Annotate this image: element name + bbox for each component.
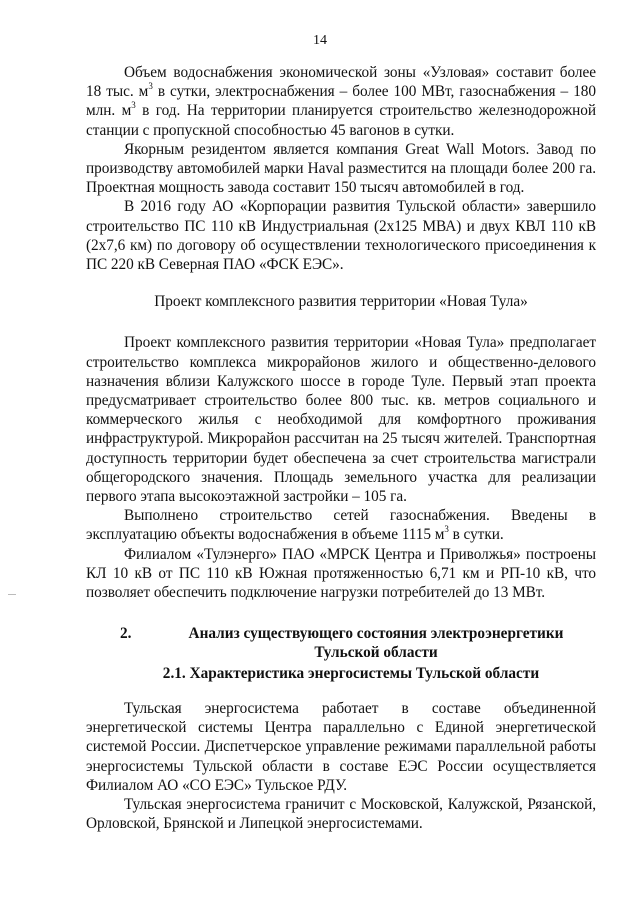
text-run: Выполнено строительство сетей газоснабжения. Введены в эксплуатацию объекты водоснабжения в объеме 1115 м — [86, 507, 596, 544]
text-run: в год. На территории планируется строительство железнодорожной станции с пропускной способностью 45 вагонов в сутки. — [86, 102, 597, 139]
section-number: 2. — [120, 625, 132, 643]
subtitle-novaya-tula: Проект комплексного развития территории «Новая Тула» — [154, 293, 528, 311]
paragraph-anchor-resident: Якорным резидентом является компания Great Wall Motors. Завод по производству автомобилей марки Haval разместится на площади более 200 га. Проектная мощность завода составит 150 тысяч автомобилей в год. — [86, 140, 596, 197]
section-heading — [86, 624, 596, 662]
scan-margin-mark — [8, 594, 16, 595]
text-run: в сутки, электроснабжения – более 100 МВт, газоснабжения – 180 млн. м — [86, 83, 596, 120]
paragraph-substation-construction: В 2016 году АО «Корпорации развития Тульской области» завершило строительство ПС 110 кВ Индустриальная (2х125 МВА) и двух КВЛ 110 кВ (2х7,6 км) по договору об осуществлении технологического присоединения к ПС 220 кВ Северная ПАО «ФСК ЕЭС». — [86, 198, 596, 274]
paragraph-novaya-tula-project: Проект комплексного развития территории «Новая Тула» предполагает строительство комплекса микрорайонов жилого и общественно-делового назначения вблизи Калужского шоссе в городе Туле. Первый этап проекта предусматривает строительство более 800 тыс. кв. метров социального и коммерческого жилья с необходимой для комфортного проживания инфраструктурой. Микрорайон рассчитан на 25 тысяч жителей. Транспортная доступность территории будет обеспечена за счет строительства магистрали общегородского значения. Площадь земельного участка для реализации первого этапа высокоэтажной застройки – 105 га. — [86, 334, 596, 506]
section-title: Анализ существующего состояния электроэнергетики Тульской области — [188, 625, 564, 662]
paragraph-uzlovaya-volumes — [86, 63, 596, 140]
paragraph-tulenergo: Филиалом «Тулэнерго» ПАО «МРСК Центра и Приволжья» построены КЛ 10 кВ от ПС 110 кВ Южная протяженностью 6,71 км и РП-10 кВ, что позволяет обеспечить подключение нагрузки потребителей до 13 МВт. — [86, 545, 596, 602]
paragraph-gas-water — [86, 506, 596, 544]
page-number: 14 — [313, 33, 327, 48]
superscript: 3 — [131, 100, 136, 111]
superscript: 3 — [148, 81, 153, 92]
subsection-heading: 2.1. Характеристика энергосистемы Тульской области — [162, 664, 540, 682]
paragraph-energy-system: Тульская энергосистема работает в составе объединенной энергетической системы Центра параллельно с Единой энергетической системой России. Диспетчерское управление режимами параллельной работы энергосистемы Тульской области в составе ЕЭС России осуществляется Филиалом АО «СО ЕЭС» Тульское РДУ. — [86, 699, 596, 794]
document-body — [86, 63, 596, 833]
paragraph-borders: Тульская энергосистема граничит с Московской, Калужской, Рязанской, Орловской, Брянской и Липецкой энергосистемами. — [86, 795, 596, 833]
text-run: в сутки. — [448, 526, 504, 544]
superscript: 3 — [444, 524, 449, 535]
text-run: Объем водоснабжения экономической зоны «Узловая» составит более 18 тыс. м — [86, 64, 596, 101]
